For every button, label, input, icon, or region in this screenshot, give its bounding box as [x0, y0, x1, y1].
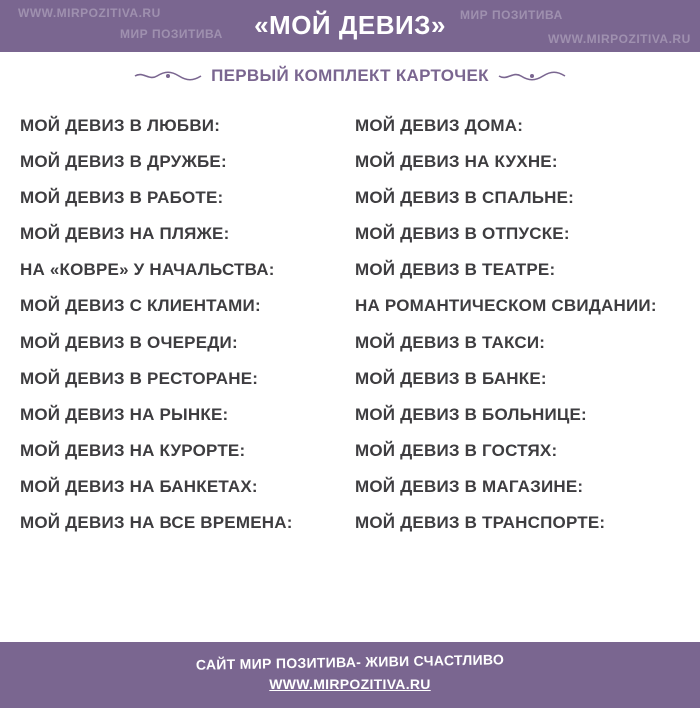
motto-item: МОЙ ДЕВИЗ В ОЧЕРЕДИ:: [20, 332, 238, 352]
motto-item: МОЙ ДЕВИЗ В ТРАНСПОРТЕ:: [355, 513, 606, 533]
subtitle-row: [0, 66, 700, 88]
motto-item: МОЙ ДЕВИЗ ДОМА:: [355, 116, 524, 135]
motto-item: МОЙ ДЕВИЗ НА РЫНКЕ:: [20, 404, 229, 424]
motto-item: МОЙ ДЕВИЗ В МАГАЗИНЕ:: [355, 476, 584, 496]
motto-item: МОЙ ДЕВИЗ С КЛИЕНТАМИ:: [20, 296, 261, 316]
right-flourish-icon: [497, 69, 567, 83]
left-column: [20, 108, 360, 541]
footer-banner: [0, 642, 700, 708]
watermark-text: WWW.MIRPOZITIVA.RU: [548, 32, 691, 46]
motto-item: МОЙ ДЕВИЗ В ТАКСИ:: [355, 332, 546, 352]
motto-item: МОЙ ДЕВИЗ В РАБОТЕ:: [20, 188, 224, 208]
watermark-text: МИР ПОЗИТИВА: [460, 8, 563, 22]
motto-item: МОЙ ДЕВИЗ НА ВСЕ ВРЕМЕНА:: [20, 513, 293, 533]
motto-item: МОЙ ДЕВИЗ В ДРУЖБЕ:: [20, 152, 227, 172]
motto-item: МОЙ ДЕВИЗ В ОТПУСКЕ:: [355, 224, 570, 244]
motto-item: МОЙ ДЕВИЗ В ГОСТЯХ:: [355, 440, 558, 460]
motto-item: МОЙ ДЕВИЗ В РЕСТОРАНЕ:: [20, 368, 259, 388]
motto-item: НА РОМАНТИЧЕСКОМ СВИДАНИИ:: [355, 296, 657, 316]
right-column: [355, 108, 695, 541]
footer-slogan: САЙТ МИР ПОЗИТИВА- ЖИВИ СЧАСТЛИВО: [195, 651, 505, 673]
watermark-text: МИР ПОЗИТИВА: [120, 27, 223, 41]
motto-item: МОЙ ДЕВИЗ В ЛЮБВИ:: [20, 116, 221, 135]
subtitle-text: ПЕРВЫЙ КОМПЛЕКТ КАРТОЧЕК: [211, 66, 489, 85]
footer-site-link[interactable]: WWW.MIRPOZITIVA.RU: [269, 676, 431, 692]
motto-item: МОЙ ДЕВИЗ В СПАЛЬНЕ:: [355, 188, 575, 208]
subtitle-group: [133, 66, 567, 86]
motto-item: МОЙ ДЕВИЗ В БОЛЬНИЦЕ:: [355, 404, 587, 424]
motto-item: МОЙ ДЕВИЗ В ТЕАТРЕ:: [355, 260, 556, 280]
header-banner: [0, 0, 700, 52]
left-flourish-icon: [133, 69, 203, 83]
motto-item: МОЙ ДЕВИЗ НА КУХНЕ:: [355, 152, 558, 172]
motto-item: МОЙ ДЕВИЗ НА КУРОРТЕ:: [20, 440, 246, 460]
page-title: «МОЙ ДЕВИЗ»: [254, 10, 446, 40]
motto-item: МОЙ ДЕВИЗ НА БАНКЕТАХ:: [20, 476, 258, 496]
motto-item: МОЙ ДЕВИЗ В БАНКЕ:: [355, 368, 547, 388]
motto-item: НА «КОВРЕ» У НАЧАЛЬСТВА:: [20, 260, 275, 280]
watermark-text: WWW.MIRPOZITIVA.RU: [18, 6, 161, 20]
motto-item: МОЙ ДЕВИЗ НА ПЛЯЖЕ:: [20, 224, 230, 244]
